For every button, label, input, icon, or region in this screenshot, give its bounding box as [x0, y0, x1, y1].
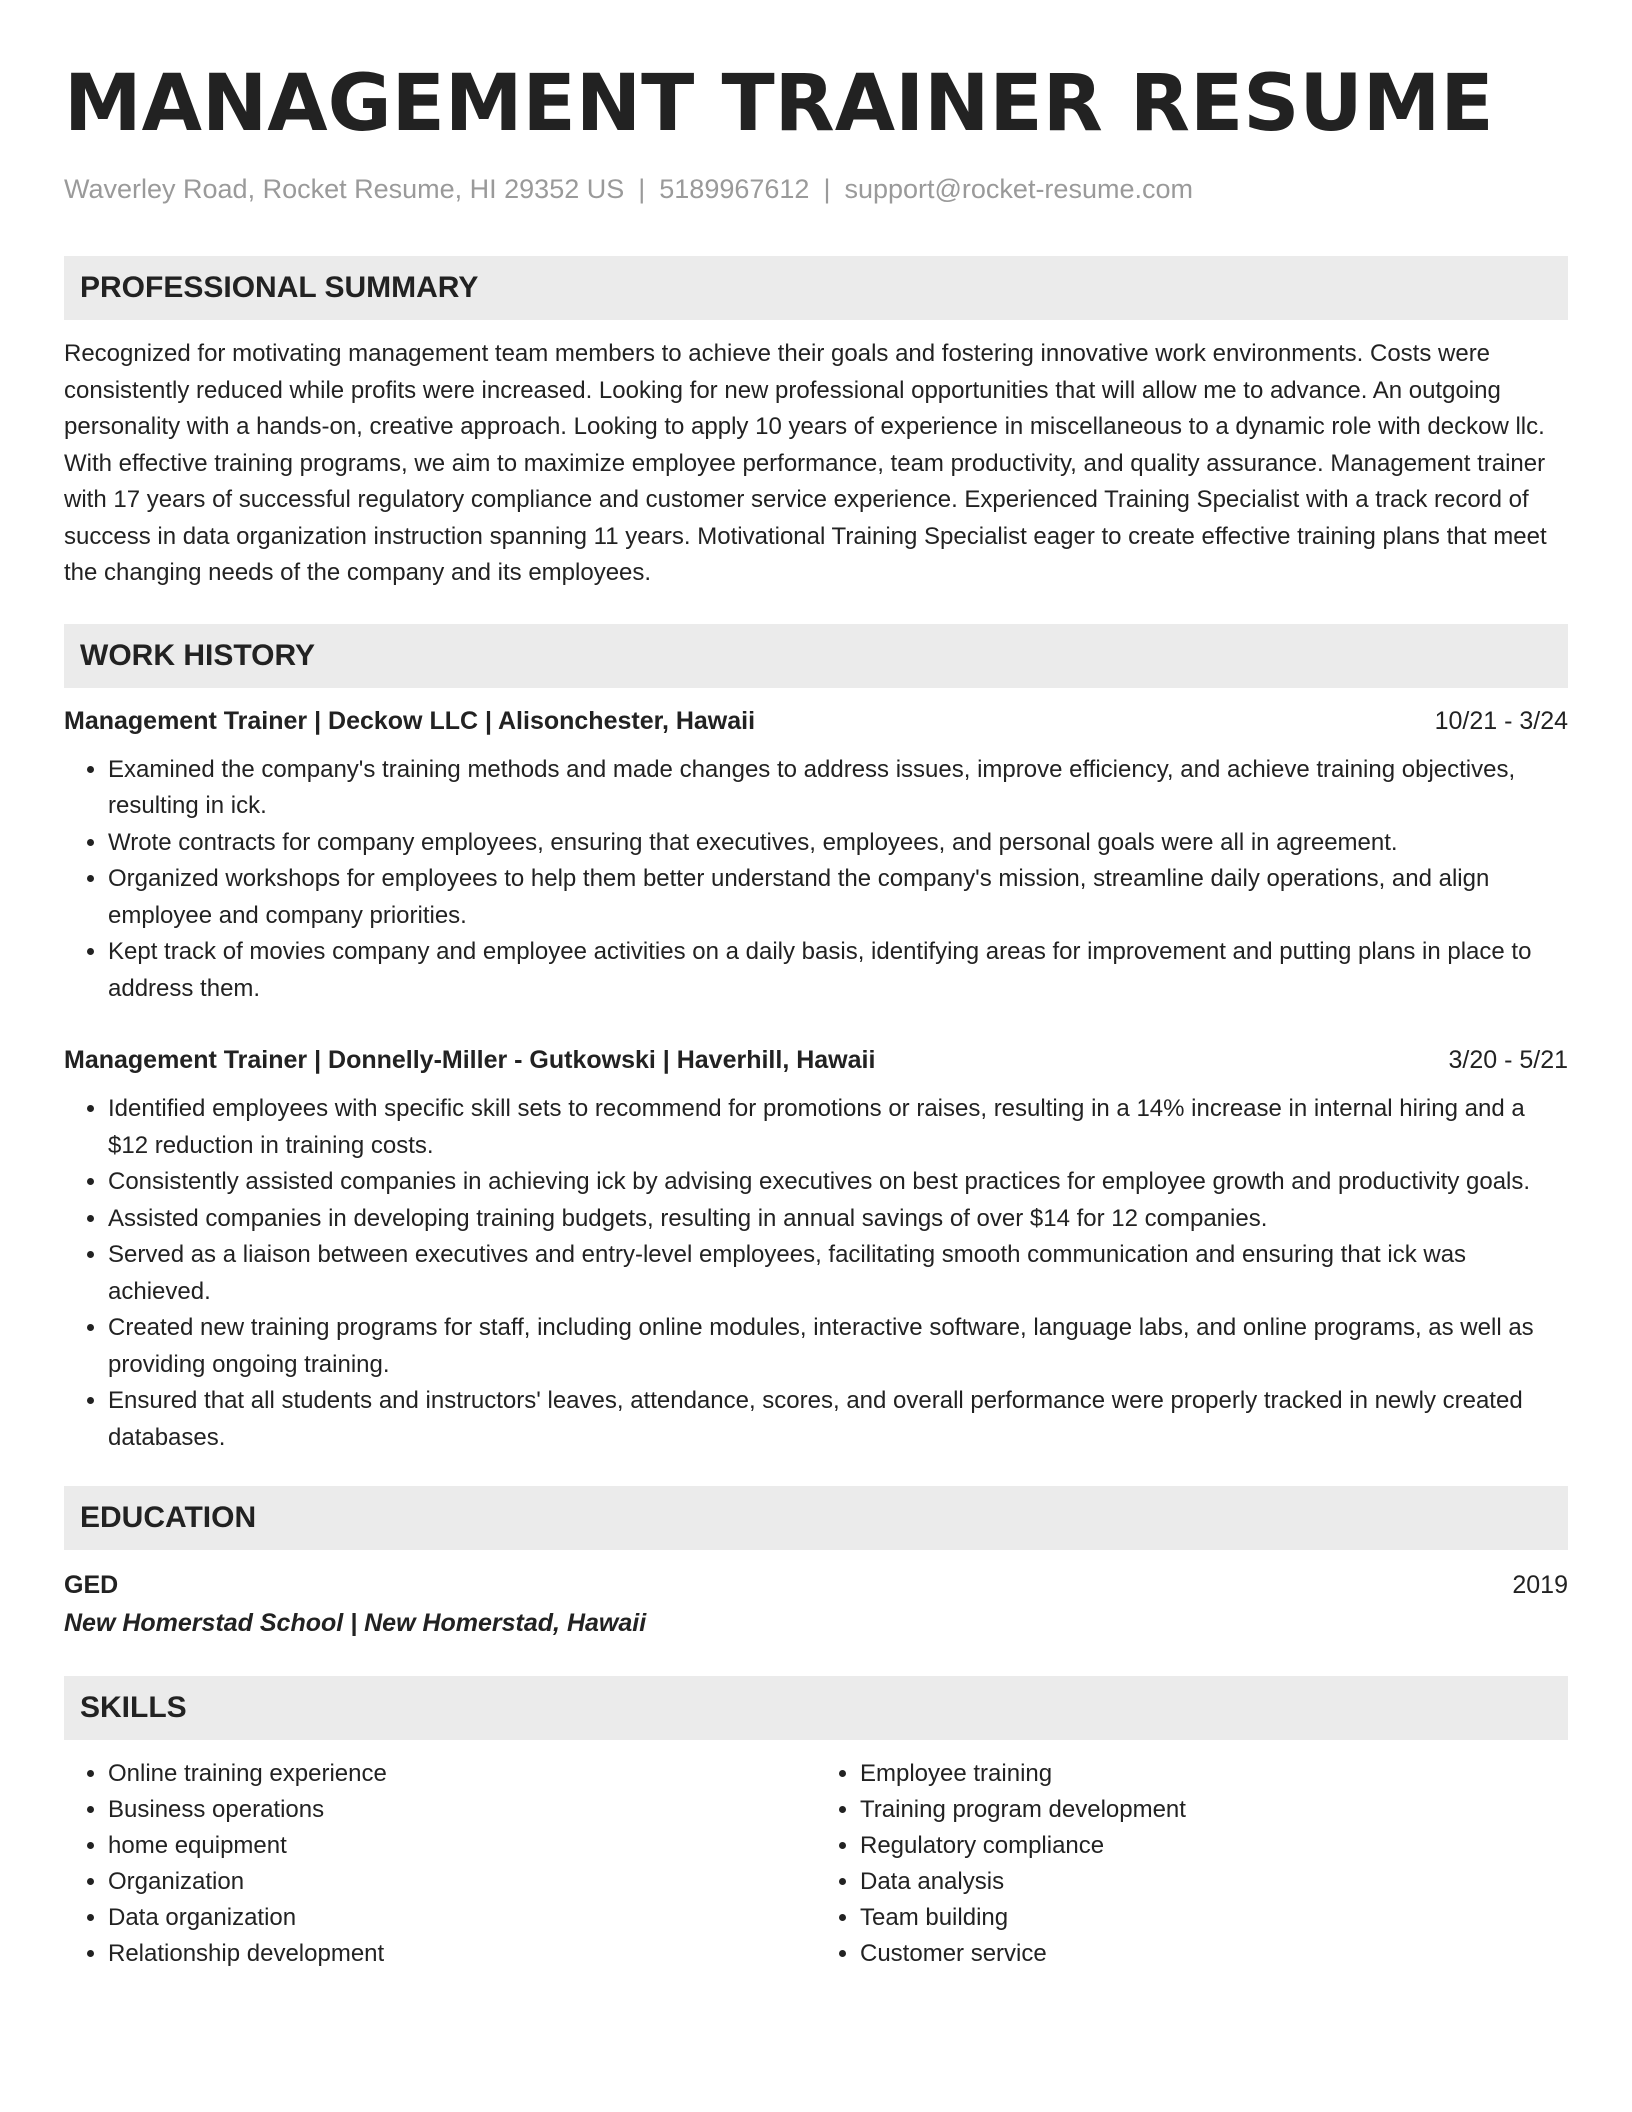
contact-separator: |: [823, 174, 831, 204]
job-bullets: [64, 1091, 1568, 1456]
summary-text: Recognized for motivating management team members to achieve their goals and fostering innovative work environments. Costs were consistently reduced while profits were increased. Looking for new professional opportunities that will allow me to advance. An outgoing personality with a hands-on, creative approach. Looking to apply 10 years of experience in miscellaneous to a dynamic role with deckow llc. With effective training programs, we aim to maximize employee performance, team productivity, and quality assurance. Management trainer with 17 years of successful regulatory compliance and customer service experience. Experienced Training Specialist with a track record of success in data organization instruction spanning 11 years. Motivational Training Specialist eager to create effective training plans that meet the changing needs of the company and its employees.: [64, 340, 1547, 586]
skills-grid: [64, 1756, 1568, 1972]
job-bullet: • Wrote contracts for company employees, ensuring that executives, employees, and personal goals were all in agreement.: [108, 825, 1568, 862]
skill-item: • Regulatory compliance: [860, 1828, 1568, 1864]
job-bullet: • Kept track of movies company and employee activities on a daily basis, identifying areas for improvement and putting plans in place to address them.: [108, 934, 1568, 1007]
job-bullet: • Ensured that all students and instructors' leaves, attendance, scores, and overall performance were properly tracked in newly created databases.: [108, 1383, 1568, 1456]
skills-column-left: [64, 1756, 816, 1972]
skills-column-right: [816, 1756, 1568, 1972]
skill-item: • Organization: [108, 1864, 816, 1900]
job-header: [64, 704, 1568, 738]
section-heading-education: EDUCATION: [64, 1486, 1568, 1550]
skill-item: • Team building: [860, 1900, 1568, 1936]
resume-title: MANAGEMENT TRAINER RESUME: [64, 59, 1494, 149]
education-year: 2019: [1512, 1571, 1568, 1599]
education-row: [64, 1566, 1568, 1604]
contact-email: support@rocket-resume.com: [844, 174, 1193, 204]
contact-address: Waverley Road, Rocket Resume, HI 29352 US: [64, 174, 625, 204]
job-dates: 10/21 - 3/24: [1434, 706, 1568, 735]
section-heading-summary: PROFESSIONAL SUMMARY: [64, 256, 1568, 320]
contact-separator: |: [638, 174, 646, 204]
skill-item: • home equipment: [108, 1828, 816, 1864]
job-dates: 3/20 - 5/21: [1448, 1046, 1568, 1074]
education-degree: GED: [64, 1571, 119, 1599]
section-heading-skills: SKILLS: [64, 1676, 1568, 1740]
job-bullet: • Created new training programs for staff, including online modules, interactive software, language labs, and online programs, as well as providing ongoing training.: [108, 1310, 1568, 1383]
job-title: Management Trainer | Donnelly-Miller - Gutkowski | Haverhill, Hawaii: [64, 1046, 876, 1074]
skill-item: • Online training experience: [108, 1756, 816, 1792]
job-bullet: • Examined the company's training methods and made changes to address issues, improve efficiency, and achieve training objectives, resulting in ick.: [108, 752, 1568, 825]
skill-item: • Data analysis: [860, 1864, 1568, 1900]
section-heading-work-history: WORK HISTORY: [64, 624, 1568, 688]
skill-item: • Relationship development: [108, 1936, 816, 1972]
skill-item: • Customer service: [860, 1936, 1568, 1972]
job-bullet: • Identified employees with specific skill sets to recommend for promotions or raises, resulting in a 14% increase in internal hiring and a $12 reduction in training costs.: [108, 1091, 1568, 1164]
job-bullet: • Served as a liaison between executives and entry-level employees, facilitating smooth communication and ensuring that ick was achieved.: [108, 1237, 1568, 1310]
job-bullets: [64, 752, 1568, 1008]
job-bullet: • Assisted companies in developing training budgets, resulting in annual savings of over $14 for 12 companies.: [108, 1201, 1568, 1238]
job-header: [64, 1043, 1568, 1077]
contact-line: [64, 172, 1568, 206]
education-school: New Homerstad School | New Homerstad, Hawaii: [64, 1609, 647, 1637]
skills-list: [64, 1756, 816, 1972]
job-title: Management Trainer | Deckow LLC | Alisonchester, Hawaii: [64, 706, 756, 735]
skills-list: [816, 1756, 1568, 1972]
contact-phone: 5189967612: [659, 174, 810, 204]
skill-item: • Employee training: [860, 1756, 1568, 1792]
job-bullet: • Consistently assisted companies in achieving ick by advising executives on best practices for employee growth and productivity goals.: [108, 1164, 1568, 1201]
skill-item: • Data organization: [108, 1900, 816, 1936]
skill-item: • Business operations: [108, 1792, 816, 1828]
skill-item: • Training program development: [860, 1792, 1568, 1828]
job-bullet: • Organized workshops for employees to help them better understand the company's mission, streamline daily operations, and align employee and company priorities.: [108, 861, 1568, 934]
